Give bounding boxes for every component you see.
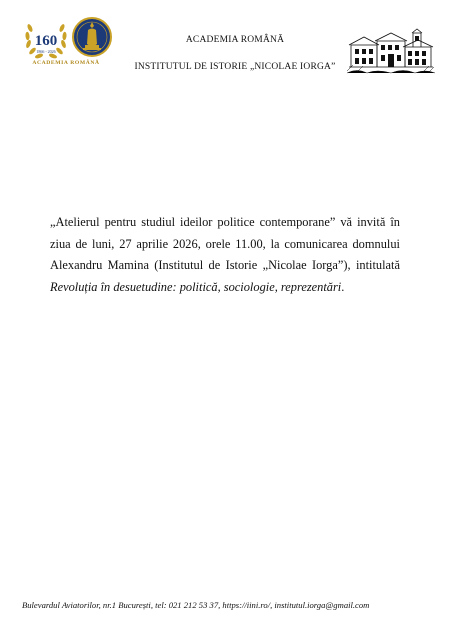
institute-building-illustration [347,27,435,75]
logo-caption: ACADEMIA ROMÂNĂ [32,60,100,66]
header-academy-name: ACADEMIA ROMÂNĂ [185,35,285,45]
announcement-text: „Atelierul pentru studiul ideilor politice contemporane” vă invită în ziua de luni, 27 aprilie 2026, orele 11.00, la comunicarea domnului Alexandru Mamina (Institutul de Istorie „Nicolae Iorga”), intitulată [50,215,400,272]
header-institute-name: INSTITUTUL DE ISTORIE „NICOLAE IORGA” [134,62,336,72]
academy-seal-icon [73,18,111,56]
announcement-text-end: . [341,279,345,294]
lecture-title: Revoluția în desuetudine: politică, sociologie, reprezentări [50,279,342,294]
anniversary-years: 1866 - 2026 [36,49,56,54]
anniversary-number: 160 [34,33,58,49]
announcement-paragraph [50,212,400,298]
footer-contact: Bulevardul Aviatorilor, nr.1 București, tel: 021 212 53 37, https://iini.ro/, institutul.iorga@gmail.com [22,600,370,610]
header [120,34,350,73]
